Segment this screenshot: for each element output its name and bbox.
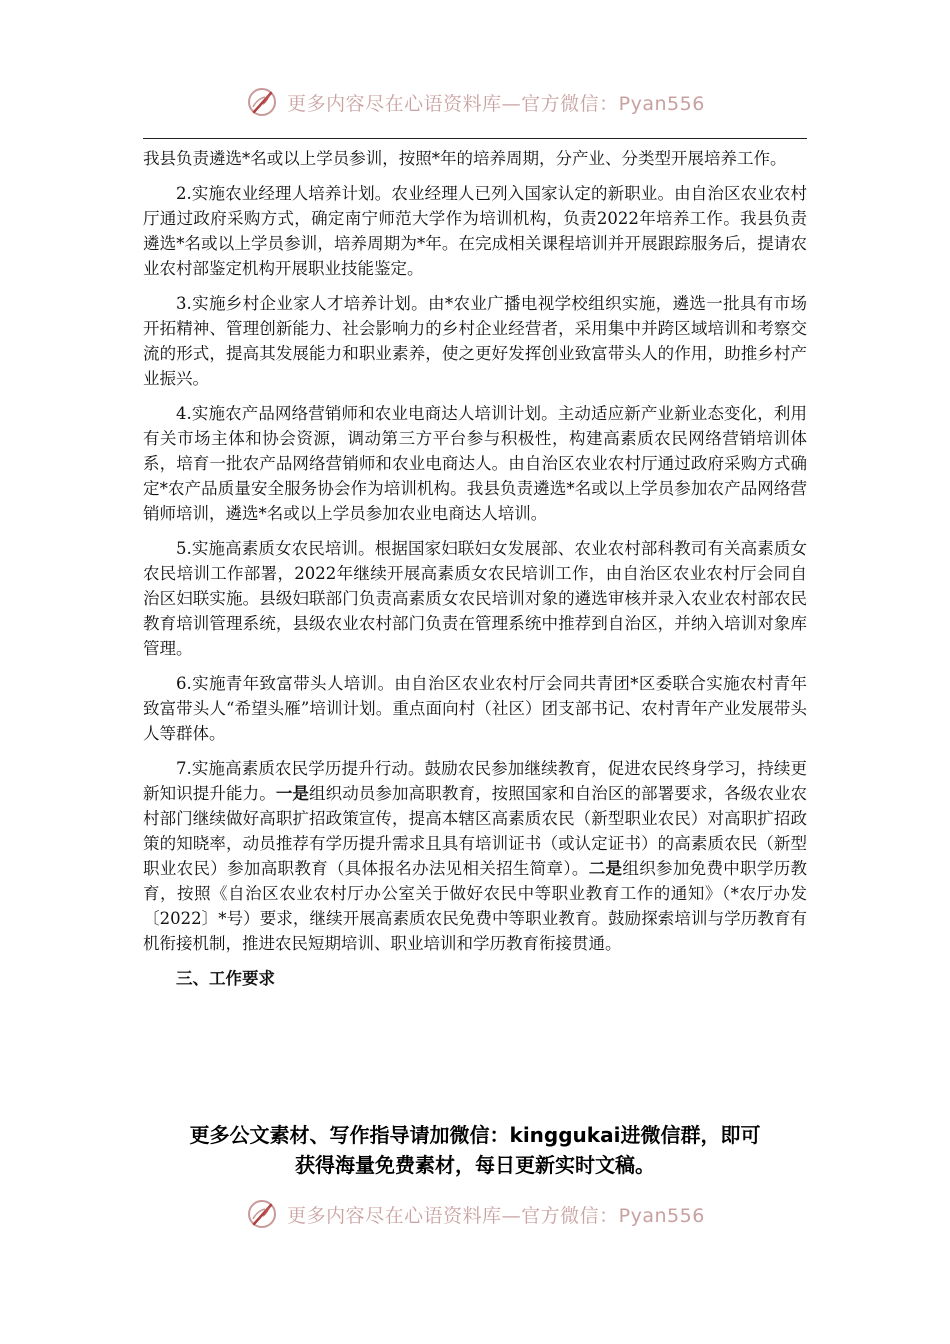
quill-logo-icon: [245, 85, 279, 119]
item-paragraph-6: 6.实施青年致富带头人培训。由自治区农业农村厅会同共青团*区委联合实施农村青年致富带头人“希望头雁”培训计划。重点面向村（社区）团支部书记、农村青年产业发展带头人等群体。: [143, 674, 807, 743]
item-paragraph-2: 2.实施农业经理人培养计划。农业经理人已列入国家认定的新职业。由自治区农业农村厅通过政府采购方式，确定南宁师范大学作为培训机构，负责2022年培养工作。我县负责遴选*名或以上学员参训，培养周期为*年。在完成相关课程培训并开展跟踪服务后，提请农业农村部鉴定机构开展职业技能鉴定。: [143, 184, 807, 278]
continuation-paragraph: 我县负责遴选*名或以上学员参训，按照*年的培养周期，分产业、分类型开展培养工作。: [143, 149, 787, 168]
item7-emphasis-second: 二是: [588, 859, 623, 878]
watermark-text: 更多内容尽在心语资料库—官方微信：Pyan556: [287, 1204, 705, 1227]
promo-line-1: 更多公文素材、写作指导请加微信：kinggukai进微信群，即可: [189, 1123, 761, 1147]
watermark-handle: Pyan556: [618, 1204, 705, 1227]
quill-logo-icon: [245, 1197, 279, 1231]
item7-middle: 组织动员参加高职教育，按照国家和自治区的部署要求，各级农业农村部门继续做好高职扩招政策宣传，提高本辖区高素质农民（新型职业农民）对高职扩招政策的知晓率，动员推荐有学历提升需求且具有培训证书（或认定证书）的高素质农民（新型职业农民）参加高职教育（具体报名办法见相关招生简章）。: [143, 784, 808, 878]
item7-lead: 7.实施高素质农民学历提升行动。鼓励农民参加继续教育，促进农民终身学习，持续更新知识提升能力。: [143, 759, 807, 803]
item-paragraph-4: 4.实施农产品网络营销师和农业电商达人培训计划。主动适应新产业新业态变化，利用有关市场主体和协会资源，调动第三方平台参与积极性，构建高素质农民网络营销培训体系，培育一批农产品网络营销师和农业电商达人。由自治区农业农村厅通过政府采购方式确定*农产品质量安全服务协会作为培训机构。我县负责遴选*名或以上学员参加农产品网络营销师培训，遴选*名或以上学员参加农业电商达人培训。: [143, 404, 807, 523]
item-paragraph-3: 3.实施乡村企业家人才培养计划。由*农业广播电视学校组织实施，遴选一批具有市场开拓精神、管理创新能力、社会影响力的乡村企业经营者，采用集中并跨区域培训和考察交流的形式，提高其发展能力和职业素养，使之更好发挥创业致富带头人的作用，助推乡村产业振兴。: [143, 294, 807, 388]
promo-line-2: 获得海量免费素材，每日更新实时文稿。: [295, 1153, 655, 1177]
watermark-text: 更多内容尽在心语资料库—官方微信：Pyan556: [287, 92, 705, 115]
header-watermark: [0, 82, 950, 122]
item-paragraph-5: 5.实施高素质女农民培训。根据国家妇联妇女发展部、农业农村部科教司有关高素质女农民培训工作部署，2022年继续开展高素质女农民培训工作，由自治区农业农村厅会同自治区妇联实施。县级妇联部门负责高素质女农民培训对象的遴选审核并录入农业农村部农民教育培训管理系统，县级农业农村部门负责在管理系统中推荐到自治区，并纳入培训对象库管理。: [143, 539, 807, 658]
section-heading: 三、工作要求: [176, 969, 275, 988]
header-rule: [143, 138, 807, 139]
item7-tail: 组织参加免费中职学历教育，按照《自治区农业农村厅办公室关于做好农民中等职业教育工作的通知》（*农厅办发〔2022〕*号）要求，继续开展高素质农民免费中等职业教育。鼓励探索培训与学历教育有机衔接机制，推进农民短期培训、职业培训和学历教育衔接贯通。: [143, 859, 808, 953]
footer-watermark: [0, 1194, 950, 1234]
document-body: [143, 146, 807, 1001]
item7-emphasis-first: 一是: [275, 784, 310, 803]
item-paragraph-7: [143, 756, 807, 956]
watermark-handle: Pyan556: [618, 92, 705, 115]
promo-banner: [143, 1120, 807, 1180]
